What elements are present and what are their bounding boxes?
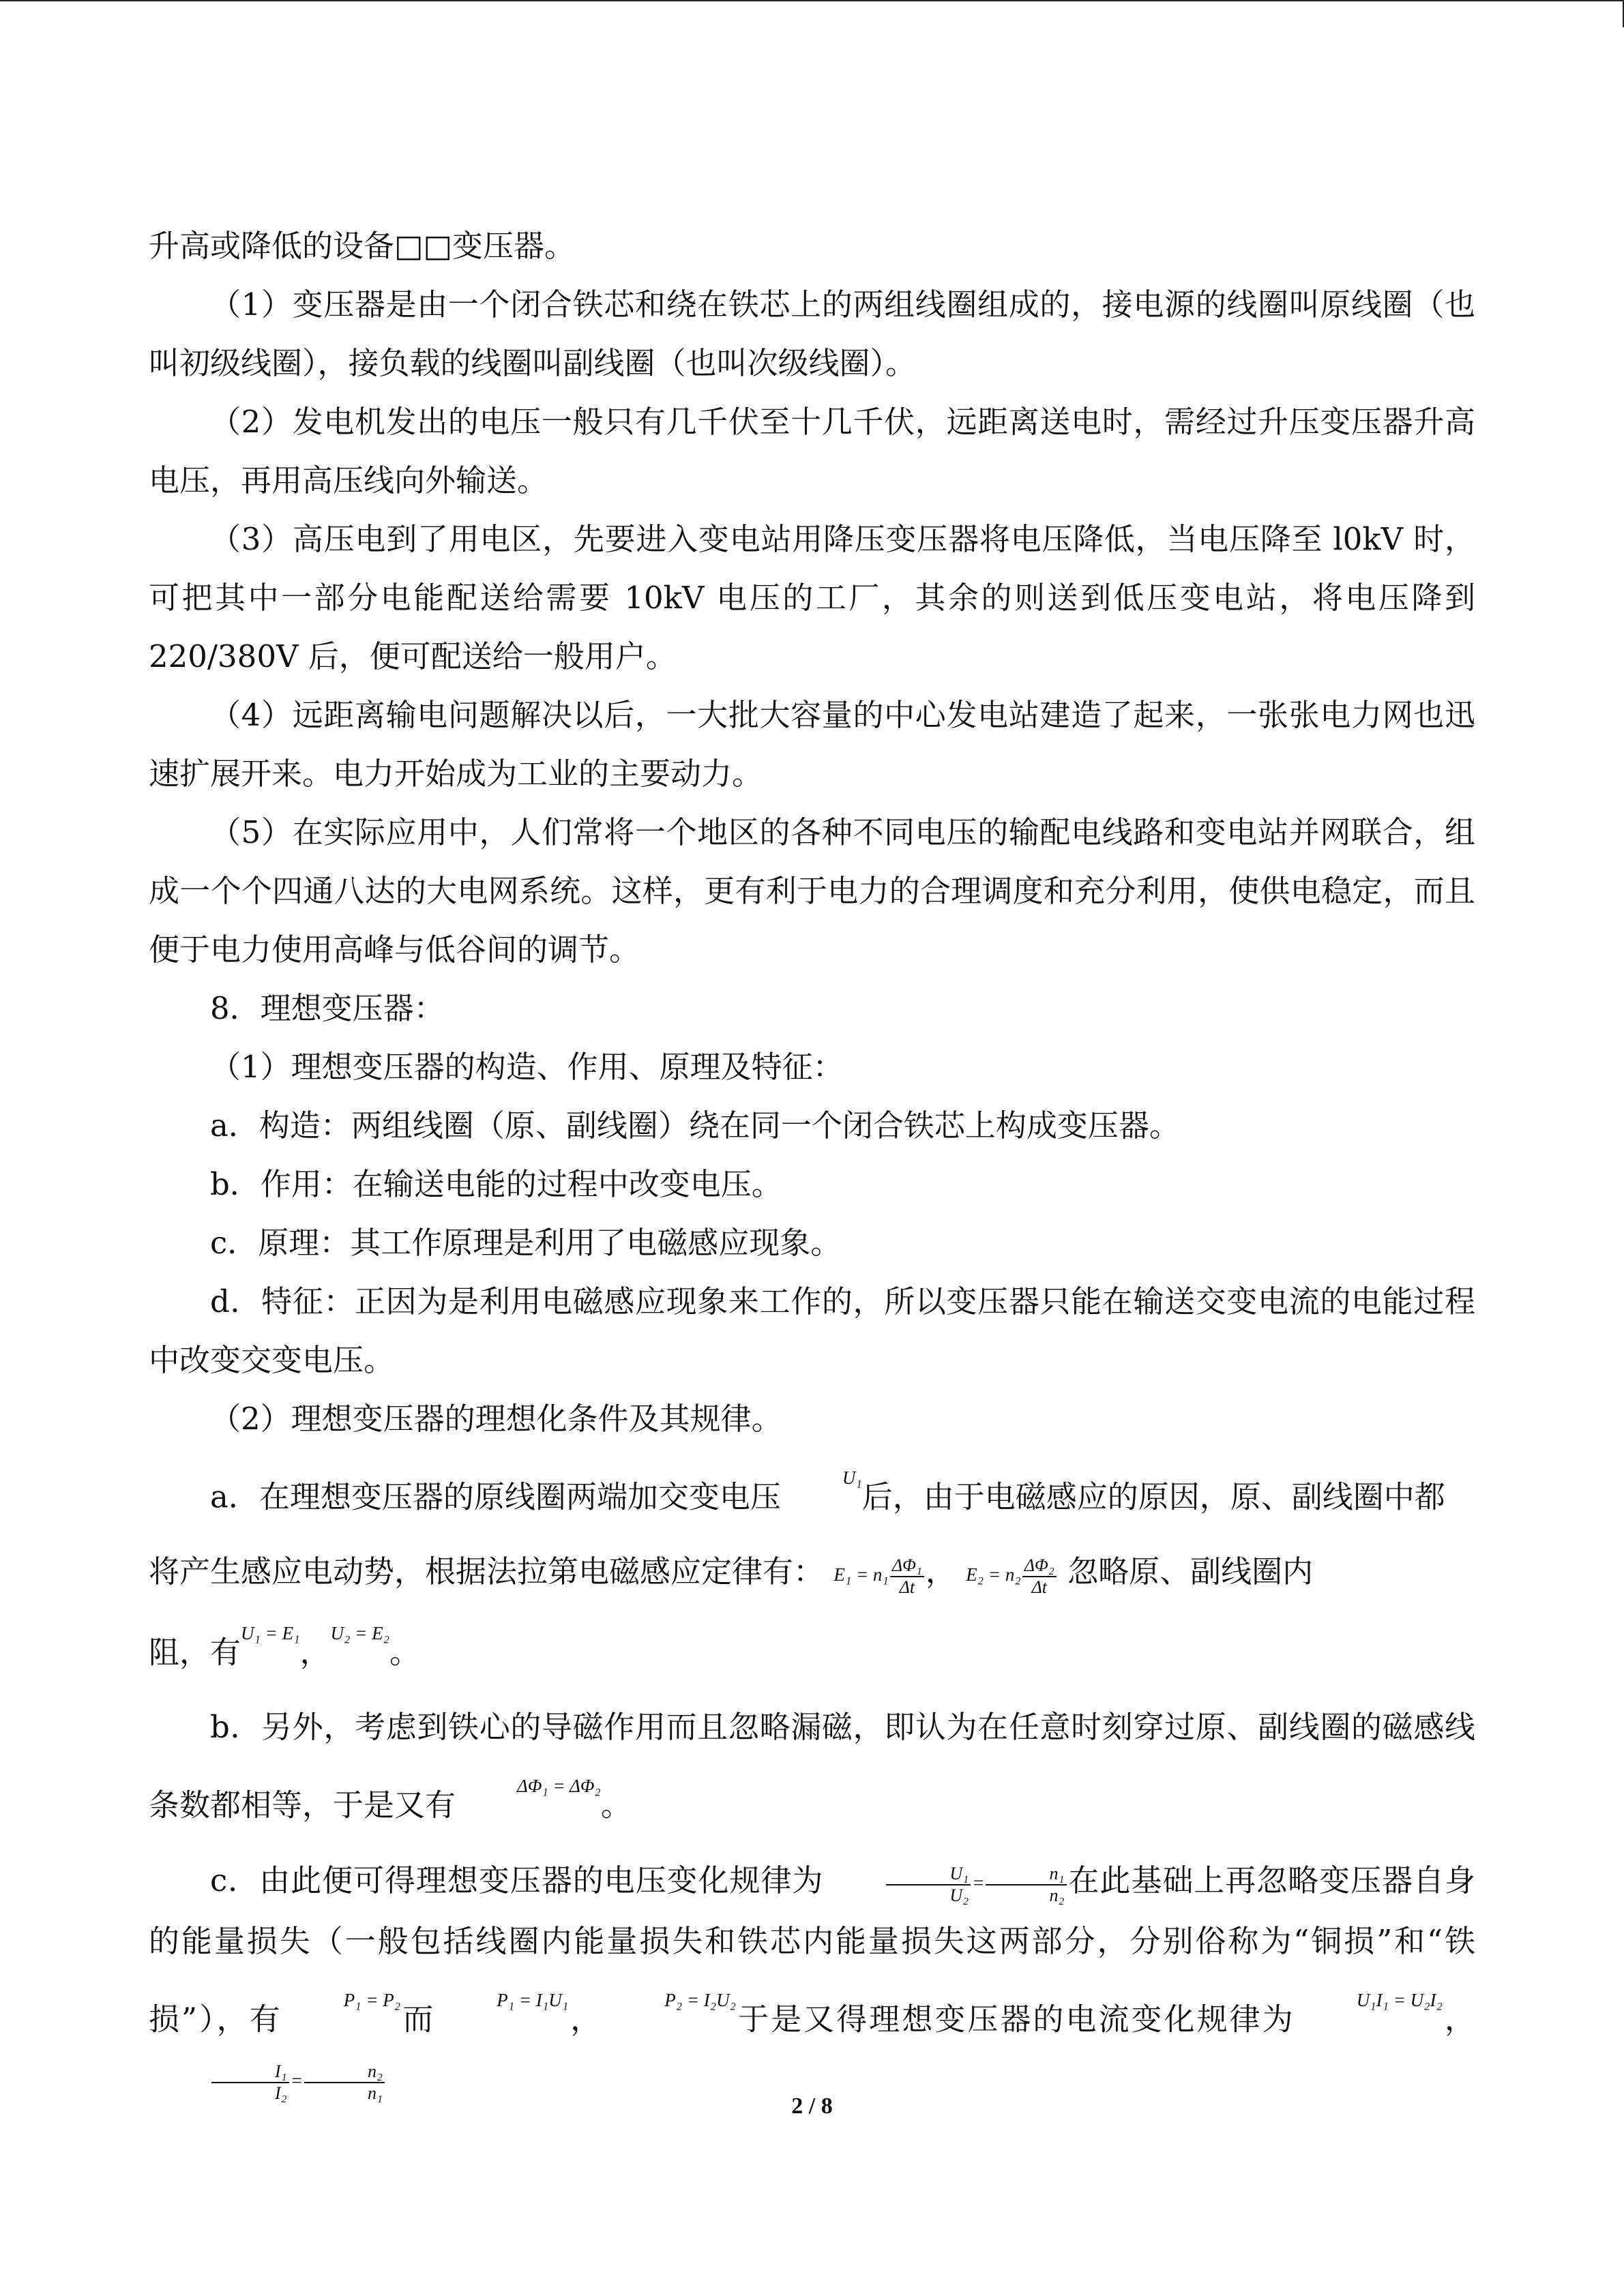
paragraph-a-cont bbox=[149, 1542, 1475, 1604]
text: 。 bbox=[389, 1634, 421, 1671]
paragraph: （2）发电机发出的电压一般只有几千伏至十几千伏，远距离送电时，需经过升压变压器升高电压，再用高压线向外输送。 bbox=[149, 404, 1475, 498]
text: c．由此便可得理想变压器的电压变化规律为 bbox=[210, 1862, 824, 1898]
formula-current-ratio: $\frac{\text{I₁}}{\text{I₂}}$ = $\frac{\text{n₂}}{\text{n₁}}$ bbox=[149, 2051, 386, 2110]
paragraph-a-end bbox=[149, 1604, 1475, 1682]
text: 在此基础上再忽略变压器自身的能量损失（一般包括线圈内能量损失和铁芯内能量损失这两部分，分别俗称为“铜损”和“铁损”），有 bbox=[149, 1862, 1475, 2038]
paragraph: （5）在实际应用中，人们常将一个地区的各种不同电压的输配电线路和变电站并网联合，组成一个个四通八达的大电网系统。这样，更有利于电力的合理调度和充分利用，使供电稳定，而且便于电力使用高峰与低谷间的调节。 bbox=[149, 814, 1475, 968]
text: ， bbox=[1442, 2001, 1475, 2038]
document-body bbox=[149, 217, 1475, 2110]
paragraph: a．构造：两组线圈（原、副线圈）绕在同一个闭合铁芯上构成变压器。 bbox=[210, 1107, 1180, 1144]
formula-e2: E₂ = n₂ $\frac{\text{ΔΦ₂}}{\Delta t}$ bbox=[966, 1545, 1058, 1604]
paragraph: 升高或降低的设备□□变压器。 bbox=[149, 228, 576, 264]
paragraph: （3）高压电到了用电区，先要进入变电站用降压变压器将电压降低，当电压降至 l0kV 时，可把其中一部分电能配送给需要 10kV 电压的工厂，其余的则送到低压变电站，将电压降到 220/380V 后，便可配送给一般用户。 bbox=[149, 521, 1475, 674]
fraction-numerator: ΔΦ₂ bbox=[1022, 1555, 1057, 1577]
paragraph-a bbox=[149, 1448, 1475, 1526]
page-top-border bbox=[0, 0, 1624, 1]
fraction-numerator: ΔΦ₁ bbox=[890, 1555, 924, 1577]
text: ， bbox=[568, 2001, 604, 2038]
text: ， bbox=[925, 1553, 956, 1590]
text: 于是又得理想变压器的电流变化规律为 bbox=[736, 2001, 1295, 2038]
text: b．另外，考虑到铁心的导磁作用而且忽略漏磁，即认为在任意时刻穿过原、副线圈的磁感线条数都相等，于是又有 bbox=[149, 1709, 1475, 1823]
text: 将产生感应电动势，根据法拉第电磁感应定律有： bbox=[149, 1553, 825, 1590]
formula-flux: ΔΦ₁ = ΔΦ₂ bbox=[517, 1776, 601, 1797]
text: ， bbox=[299, 1634, 331, 1671]
formula-u1: U₁ bbox=[842, 1467, 862, 1488]
subsection-heading: （1）理想变压器的构造、作用、原理及特征： bbox=[210, 1049, 844, 1085]
formula-p1: P₁ = I₁U₁ bbox=[497, 1990, 569, 2011]
text: 忽略原、副线圈内 bbox=[1067, 1553, 1314, 1590]
paragraph: c．原理：其工作原理是利用了电磁感应现象。 bbox=[210, 1225, 842, 1261]
paragraph: d．特征：正因为是利用电磁感应现象来工作的，所以变压器只能在输送交变电流的电能过程中改变交变电压。 bbox=[149, 1283, 1475, 1378]
subsection-heading: （2）理想变压器的理想化条件及其规律。 bbox=[210, 1401, 782, 1437]
formula-u2-e2: U₂ = E₂ bbox=[330, 1622, 389, 1643]
formula-u1-e1: U₁ = E₁ bbox=[241, 1622, 300, 1643]
fraction-denominator: Δt bbox=[1031, 1577, 1048, 1597]
paragraph: （4）远距离输电问题解决以后，一大批大容量的中心发电站建造了起来，一张张电力网也迅速扩展开来。电力开始成为工业的主要动力。 bbox=[149, 697, 1475, 792]
formula-p2: P₂ = I₂U₂ bbox=[664, 1990, 737, 2011]
formula-e1: E₁ = n₁ $\frac{\text{ΔΦ₁}}{\Delta t}$ bbox=[833, 1545, 926, 1604]
paragraph: （1）变压器是由一个闭合铁芯和绕在铁芯上的两组线圈组成的，接电源的线圈叫原线圈（也叫初级线圈），接负载的线圈叫副线圈（也叫次级线圈）。 bbox=[149, 286, 1475, 381]
text: a．在理想变压器的原线圈两端加交变电压 bbox=[210, 1478, 781, 1515]
text: 阻，有 bbox=[149, 1634, 241, 1671]
section-heading: 8．理想变压器： bbox=[210, 990, 445, 1026]
paragraph-c bbox=[149, 1851, 1475, 2110]
paragraph: b．作用：在输送电能的过程中改变电压。 bbox=[210, 1166, 782, 1202]
paragraph-b bbox=[149, 1698, 1475, 1834]
formula-ui: U₁I₁ = U₂I₂ bbox=[1356, 1990, 1443, 2011]
formula-voltage-ratio: $\frac{\text{U₁}}{\text{U₂}}$ = $\frac{\text{n₁}}{\text{n₂}}$ bbox=[823, 1853, 1067, 1912]
page-number: 2 / 8 bbox=[791, 2093, 833, 2119]
text: 。 bbox=[600, 1787, 632, 1823]
fraction-denominator: Δt bbox=[899, 1577, 915, 1597]
formula-p1-p2: P₁ = P₂ bbox=[343, 1990, 401, 2011]
text: 后，由于电磁感应的原因，原、副线圈中都 bbox=[861, 1478, 1445, 1515]
text: 而 bbox=[400, 2001, 436, 2038]
